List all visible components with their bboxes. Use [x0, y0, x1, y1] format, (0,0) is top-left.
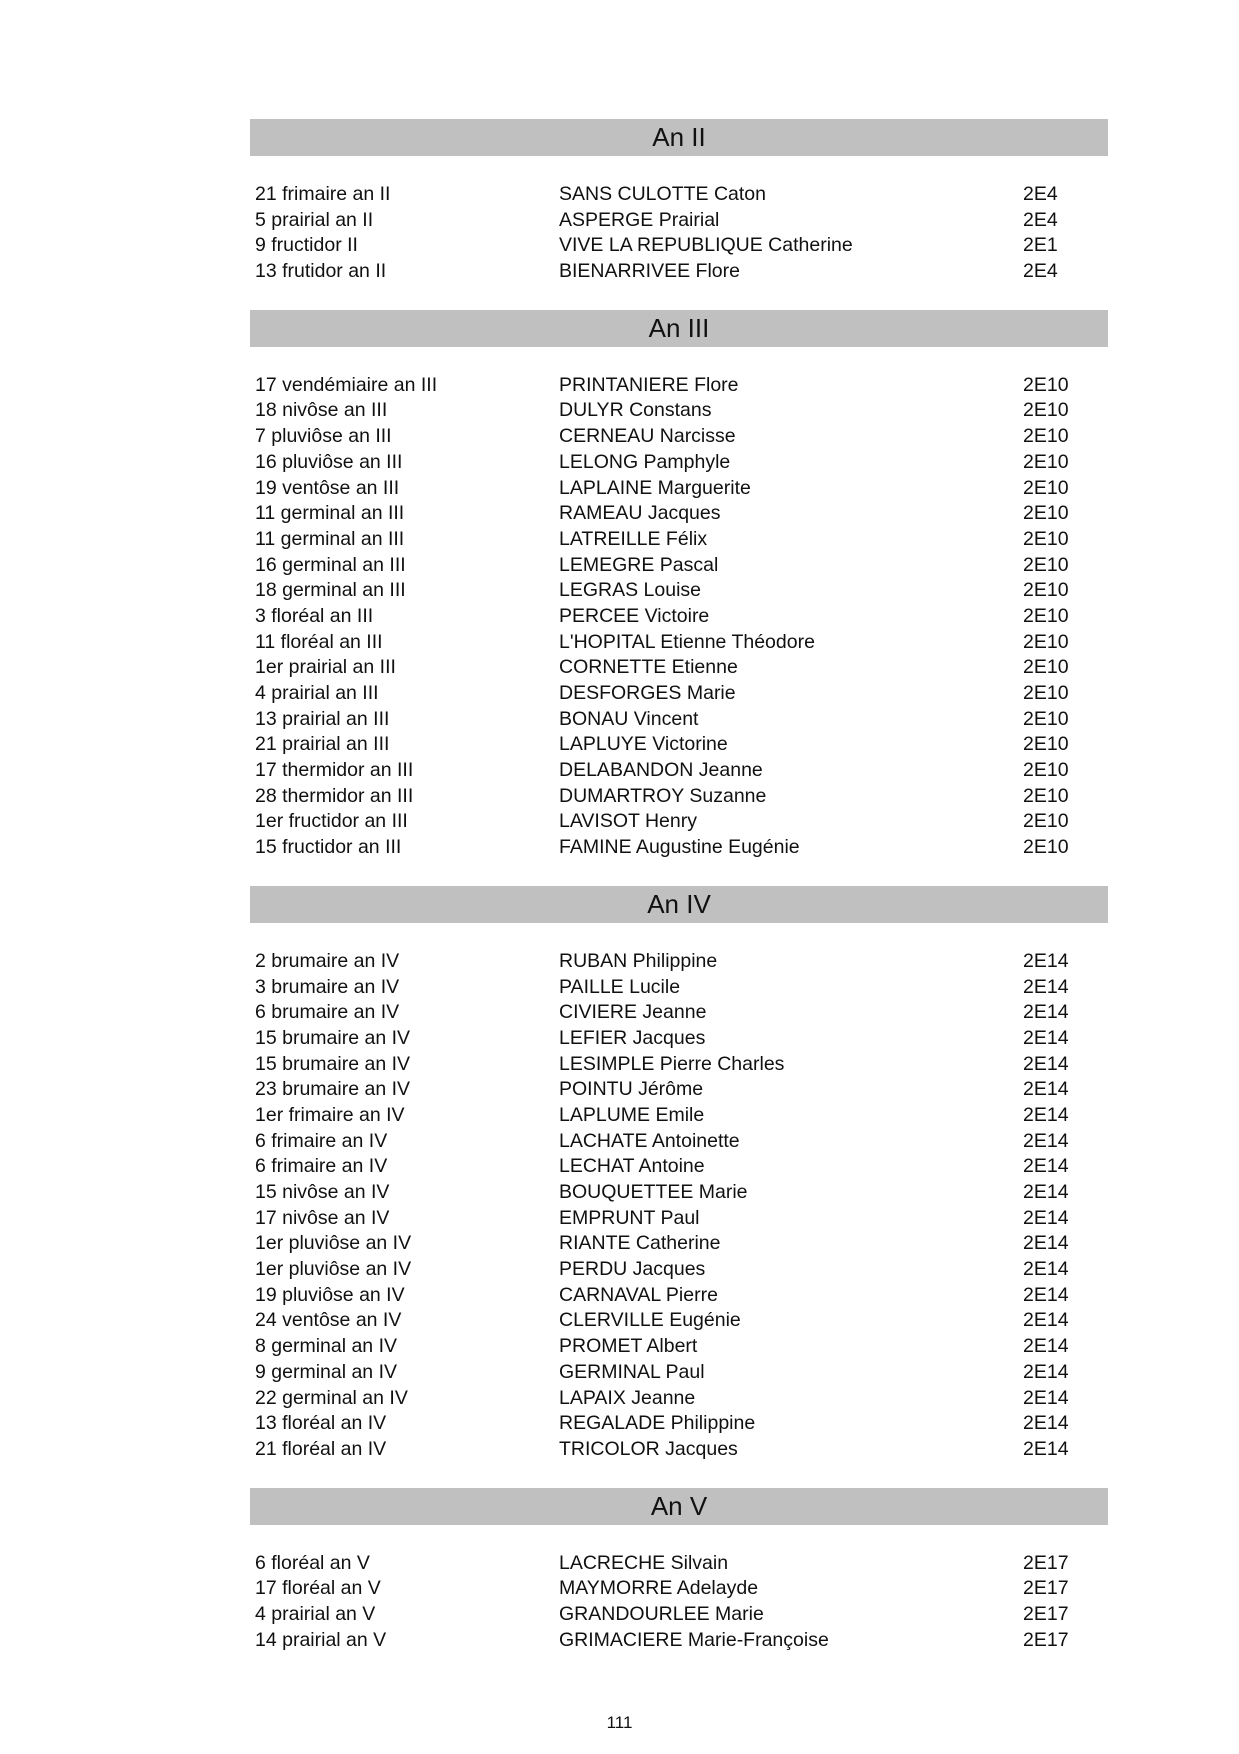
- entries-list: [250, 949, 1108, 1463]
- entry-date: 13 frutidor an II: [255, 260, 387, 283]
- entry-code: 2E10: [1023, 502, 1069, 525]
- entry-code: 2E14: [1023, 1206, 1069, 1229]
- entry-date: 22 germinal an IV: [255, 1386, 408, 1409]
- entry-name: VIVE LA REPUBLIQUE Catherine: [559, 234, 853, 257]
- entry-code: 2E10: [1023, 527, 1069, 550]
- entry-name: PERCEE Victoire: [559, 604, 710, 627]
- entry-code: 2E10: [1023, 373, 1069, 396]
- entry-code: 2E1: [1023, 234, 1058, 257]
- entry-date: 19 ventôse an III: [255, 476, 400, 499]
- entry-row: [250, 1360, 1108, 1386]
- entry-date: 21 floréal an IV: [255, 1437, 387, 1460]
- entry-date: 18 nivôse an III: [255, 399, 388, 422]
- entry-row: [250, 527, 1108, 553]
- entry-date: 1er pluviôse an IV: [255, 1258, 412, 1281]
- entry-name: CARNAVAL Pierre: [559, 1283, 718, 1306]
- entry-name: LEMEGRE Pascal: [559, 553, 719, 576]
- section-an-ii: [250, 119, 1108, 285]
- section-an-iv: [250, 886, 1108, 1463]
- entry-date: 21 prairial an III: [255, 733, 390, 756]
- entry-code: 2E14: [1023, 1437, 1069, 1460]
- entry-date: 16 pluviôse an III: [255, 450, 403, 473]
- entry-date: 5 prairial an II: [255, 208, 374, 231]
- entry-row: [250, 835, 1108, 861]
- entry-row: [250, 975, 1108, 1001]
- entry-row: [250, 233, 1108, 259]
- entry-date: 17 vendémiaire an III: [255, 373, 438, 396]
- entry-row: [250, 578, 1108, 604]
- entry-date: 6 brumaire an IV: [255, 1001, 400, 1024]
- entry-code: 2E14: [1023, 1155, 1069, 1178]
- entry-date: 15 brumaire an IV: [255, 1026, 411, 1049]
- section-an-v: [250, 1488, 1108, 1654]
- entry-date: 6 frimaire an IV: [255, 1129, 388, 1152]
- entry-code: 2E10: [1023, 425, 1069, 448]
- entry-name: LEFIER Jacques: [559, 1026, 706, 1049]
- entry-code: 2E10: [1023, 836, 1069, 859]
- entry-row: [250, 707, 1108, 733]
- entry-code: 2E14: [1023, 1412, 1069, 1435]
- entry-name: FAMINE Augustine Eugénie: [559, 836, 800, 859]
- entry-row: [250, 1180, 1108, 1206]
- entry-row: [250, 604, 1108, 630]
- entry-code: 2E10: [1023, 707, 1069, 730]
- entry-code: 2E4: [1023, 260, 1058, 283]
- section-an-iii: [250, 310, 1108, 861]
- entry-code: 2E14: [1023, 1052, 1069, 1075]
- entry-code: 2E17: [1023, 1602, 1069, 1625]
- entry-name: CLERVILLE Eugénie: [559, 1309, 741, 1332]
- entry-name: DULYR Constans: [559, 399, 712, 422]
- entry-code: 2E10: [1023, 630, 1069, 653]
- entry-date: 15 brumaire an IV: [255, 1052, 411, 1075]
- entry-row: [250, 1437, 1108, 1463]
- entry-name: RAMEAU Jacques: [559, 502, 721, 525]
- entry-name: PERDU Jacques: [559, 1258, 706, 1281]
- entry-row: [250, 1334, 1108, 1360]
- entry-row: [250, 784, 1108, 810]
- entry-name: EMPRUNT Paul: [559, 1206, 700, 1229]
- section-header: An II: [250, 119, 1108, 156]
- entry-code: 2E10: [1023, 759, 1069, 782]
- entry-row: [250, 681, 1108, 707]
- entry-date: 16 germinal an III: [255, 553, 406, 576]
- entry-name: LELONG Pamphyle: [559, 450, 731, 473]
- entry-row: [250, 1386, 1108, 1412]
- entry-code: 2E4: [1023, 183, 1058, 205]
- entry-row: [250, 1551, 1108, 1577]
- entry-row: [250, 1052, 1108, 1078]
- entry-date: 15 nivôse an IV: [255, 1181, 390, 1203]
- entry-row: [250, 1283, 1108, 1309]
- entry-code: 2E14: [1023, 1001, 1069, 1024]
- entry-code: 2E14: [1023, 1335, 1069, 1358]
- entry-code: 2E10: [1023, 553, 1069, 576]
- entry-date: 1er prairial an III: [255, 656, 396, 679]
- entry-name: LAVISOT Henry: [559, 810, 697, 833]
- entry-date: 19 pluviôse an IV: [255, 1283, 405, 1306]
- entry-date: 9 germinal an IV: [255, 1360, 397, 1383]
- entry-row: [250, 758, 1108, 784]
- entry-date: 13 floréal an IV: [255, 1412, 387, 1435]
- entry-date: 1er frimaire an IV: [255, 1103, 405, 1126]
- entry-name: MAYMORRE Adelayde: [559, 1577, 759, 1600]
- entry-name: ASPERGE Prairial: [559, 208, 720, 231]
- entry-date: 15 fructidor an III: [255, 836, 402, 859]
- entry-code: 2E10: [1023, 579, 1069, 602]
- entry-name: GRIMACIERE Marie-Françoise: [559, 1628, 829, 1651]
- entry-date: 17 nivôse an IV: [255, 1206, 390, 1229]
- entry-date: 6 frimaire an IV: [255, 1155, 388, 1178]
- entry-name: LAPAIX Jeanne: [559, 1386, 696, 1409]
- entry-row: [250, 1206, 1108, 1232]
- entry-code: 2E14: [1023, 1026, 1069, 1049]
- entry-name: LESIMPLE Pierre Charles: [559, 1052, 785, 1075]
- section-header: An III: [250, 310, 1108, 347]
- entry-date: 8 germinal an IV: [255, 1335, 397, 1358]
- entry-row: [250, 208, 1108, 234]
- entry-name: CORNETTE Etienne: [559, 656, 738, 679]
- entry-row: [250, 1129, 1108, 1155]
- entry-code: 2E14: [1023, 1386, 1069, 1409]
- entry-name: LACHATE Antoinette: [559, 1129, 740, 1152]
- entry-code: 2E10: [1023, 604, 1069, 627]
- entry-code: 2E14: [1023, 1283, 1069, 1306]
- entry-row: [250, 1576, 1108, 1602]
- entry-date: 11 germinal an III: [255, 527, 405, 550]
- entry-row: [250, 732, 1108, 758]
- entry-row: [250, 501, 1108, 527]
- entry-code: 2E14: [1023, 975, 1069, 998]
- entry-date: 4 prairial an III: [255, 682, 379, 704]
- entry-name: RUBAN Philippine: [559, 949, 718, 972]
- entry-code: 2E14: [1023, 1309, 1069, 1332]
- entry-date: 6 floréal an V: [255, 1551, 370, 1574]
- entry-code: 2E14: [1023, 1078, 1069, 1101]
- entry-row: [250, 373, 1108, 399]
- entry-name: LAPLUME Emile: [559, 1103, 705, 1126]
- entry-date: 1er pluviôse an IV: [255, 1232, 412, 1255]
- entry-name: CERNEAU Narcisse: [559, 425, 736, 448]
- entry-row: [250, 424, 1108, 450]
- entry-name: PROMET Albert: [559, 1335, 698, 1358]
- entries-list: [250, 1551, 1108, 1654]
- entry-code: 2E17: [1023, 1577, 1069, 1600]
- entry-row: [250, 1231, 1108, 1257]
- entry-code: 2E17: [1023, 1551, 1069, 1574]
- section-header: An IV: [250, 886, 1108, 923]
- entry-name: DELABANDON Jeanne: [559, 759, 763, 782]
- entry-name: LAPLUYE Victorine: [559, 733, 728, 756]
- entry-code: 2E10: [1023, 656, 1069, 679]
- entry-row: [250, 1000, 1108, 1026]
- entry-name: PRINTANIERE Flore: [559, 373, 739, 396]
- entry-date: 28 thermidor an III: [255, 784, 414, 807]
- entry-row: [250, 1257, 1108, 1283]
- entry-date: 21 frimaire an II: [255, 183, 391, 205]
- entry-name: BONAU Vincent: [559, 707, 699, 730]
- entry-date: 17 thermidor an III: [255, 759, 414, 782]
- entry-row: [250, 1628, 1108, 1654]
- entry-code: 2E14: [1023, 1181, 1069, 1203]
- entry-row: [250, 476, 1108, 502]
- entry-date: 11 floréal an III: [255, 630, 383, 653]
- entry-row: [250, 182, 1108, 208]
- entry-name: SANS CULOTTE Caton: [559, 183, 766, 205]
- entry-code: 2E10: [1023, 784, 1069, 807]
- section-header: An V: [250, 1488, 1108, 1525]
- entry-date: 9 fructidor II: [255, 234, 358, 257]
- entry-row: [250, 1602, 1108, 1628]
- entry-code: 2E10: [1023, 450, 1069, 473]
- document-content: [250, 119, 1108, 1678]
- entry-row: [250, 398, 1108, 424]
- entry-row: [250, 1077, 1108, 1103]
- entry-row: [250, 259, 1108, 285]
- entry-code: 2E14: [1023, 1360, 1069, 1383]
- entry-name: BOUQUETTEE Marie: [559, 1181, 748, 1203]
- entry-name: TRICOLOR Jacques: [559, 1437, 738, 1460]
- entry-name: PAILLE Lucile: [559, 975, 681, 998]
- entry-date: 18 germinal an III: [255, 579, 406, 602]
- entry-date: 3 brumaire an IV: [255, 975, 400, 998]
- entry-code: 2E14: [1023, 1129, 1069, 1152]
- entry-row: [250, 630, 1108, 656]
- entry-code: 2E14: [1023, 1232, 1069, 1255]
- entry-code: 2E17: [1023, 1628, 1069, 1651]
- entry-name: LATREILLE Félix: [559, 527, 708, 550]
- entry-name: RIANTE Catherine: [559, 1232, 721, 1255]
- entry-code: 2E10: [1023, 733, 1069, 756]
- entry-name: LACRECHE Silvain: [559, 1551, 729, 1574]
- entry-row: [250, 1154, 1108, 1180]
- entry-row: [250, 949, 1108, 975]
- entry-code: 2E14: [1023, 1103, 1069, 1126]
- entry-date: 14 prairial an V: [255, 1628, 387, 1651]
- entry-date: 24 ventôse an IV: [255, 1309, 402, 1332]
- entry-date: 11 germinal an III: [255, 502, 405, 525]
- entry-code: 2E4: [1023, 208, 1058, 231]
- entry-name: LAPLAINE Marguerite: [559, 476, 751, 499]
- entry-date: 7 pluviôse an III: [255, 425, 392, 448]
- entry-date: 2 brumaire an IV: [255, 949, 400, 972]
- entry-code: 2E14: [1023, 949, 1069, 972]
- entry-code: 2E14: [1023, 1258, 1069, 1281]
- entry-row: [250, 1411, 1108, 1437]
- entries-list: [250, 373, 1108, 861]
- entry-row: [250, 809, 1108, 835]
- entry-code: 2E10: [1023, 476, 1069, 499]
- entry-name: LECHAT Antoine: [559, 1155, 705, 1178]
- entry-date: 23 brumaire an IV: [255, 1078, 411, 1101]
- entry-code: 2E10: [1023, 682, 1069, 704]
- entry-name: DESFORGES Marie: [559, 682, 736, 704]
- entry-name: GERMINAL Paul: [559, 1360, 705, 1383]
- entry-name: BIENARRIVEE Flore: [559, 260, 740, 283]
- entry-row: [250, 655, 1108, 681]
- entry-date: 3 floréal an III: [255, 604, 374, 627]
- entry-name: L'HOPITAL Etienne Théodore: [559, 630, 815, 653]
- entry-date: 4 prairial an V: [255, 1602, 376, 1625]
- entry-row: [250, 1103, 1108, 1129]
- entry-row: [250, 1308, 1108, 1334]
- entry-name: LEGRAS Louise: [559, 579, 701, 602]
- entry-row: [250, 450, 1108, 476]
- entry-date: 17 floréal an V: [255, 1577, 381, 1600]
- entry-row: [250, 1026, 1108, 1052]
- entry-name: POINTU Jérôme: [559, 1078, 704, 1101]
- entry-name: DUMARTROY Suzanne: [559, 784, 767, 807]
- entries-list: [250, 182, 1108, 285]
- entry-code: 2E10: [1023, 399, 1069, 422]
- entry-name: REGALADE Philippine: [559, 1412, 756, 1435]
- entry-code: 2E10: [1023, 810, 1069, 833]
- entry-name: CIVIERE Jeanne: [559, 1001, 707, 1024]
- page-number: 111: [606, 1713, 633, 1732]
- entry-name: GRANDOURLEE Marie: [559, 1602, 764, 1625]
- entry-date: 13 prairial an III: [255, 707, 390, 730]
- entry-row: [250, 553, 1108, 579]
- entry-date: 1er fructidor an III: [255, 810, 408, 833]
